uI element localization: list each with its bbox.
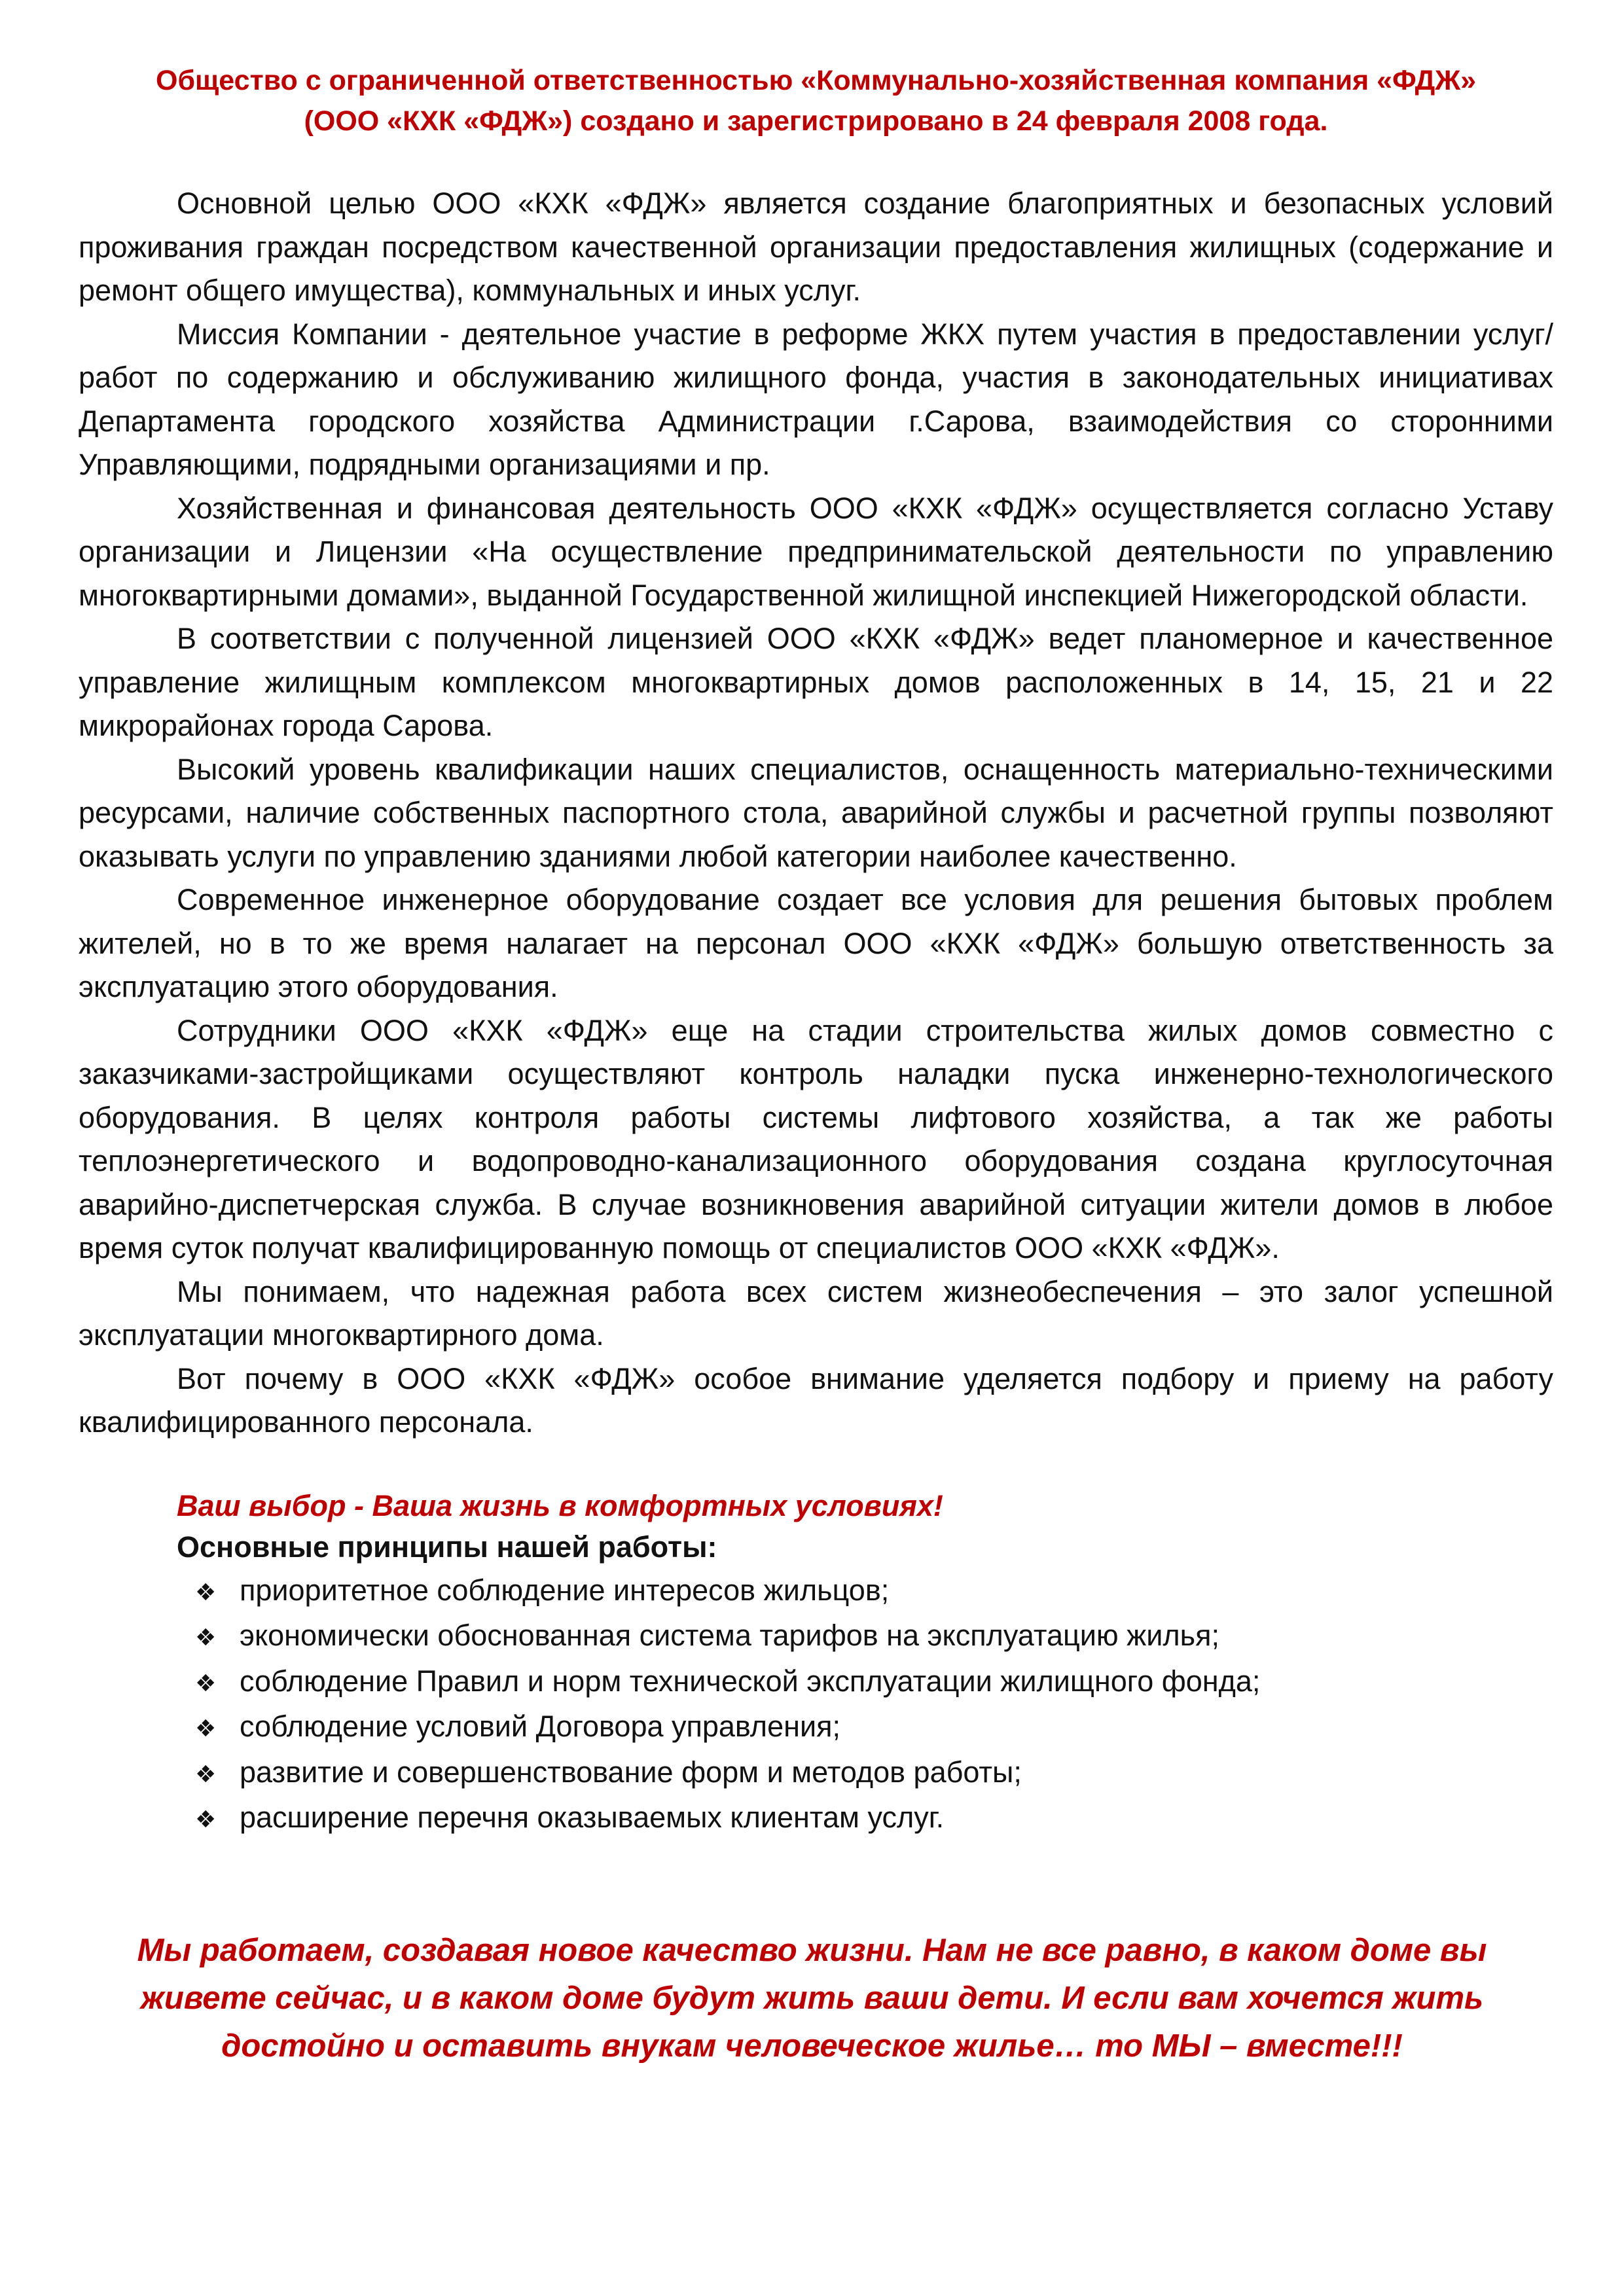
diamond-bullet-icon: ❖: [195, 1578, 217, 1605]
list-item: [195, 1569, 1553, 1615]
paragraph: Миссия Компании - деятельное участие в реформе ЖКХ путем участия в предоставлении услуг/работ по содержанию и обслуживанию жилищного фонда, участия в законодательных инициативах Департамента городского хозяйства Администрации г.Сарова, взаимодействия со сторонними Управляющими, подрядными организациями и пр.: [79, 317, 1553, 481]
list-item-text: расширение перечня оказываемых клиентам услуг.: [240, 1801, 945, 1834]
diamond-bullet-icon: ❖: [195, 1715, 217, 1742]
diamond-bullet-icon: ❖: [195, 1624, 217, 1651]
list-item: [195, 1751, 1553, 1797]
paragraph: Мы понимаем, что надежная работа всех систем жизнеобеспечения – это залог успешной эксплуатации многоквартирного дома.: [79, 1274, 1553, 1352]
heading-line: Общество с ограниченной ответственностью «Коммунально-хозяйственная компания «ФДЖ»: [156, 65, 1476, 96]
diamond-bullet-icon: ❖: [195, 1760, 217, 1787]
paragraph: Высокий уровень квалификации наших специалистов, оснащенность материально-техническими ресурсами, наличие собственных паспортного стола, аварийной службы и расчетной группы позволяют оказывать услуги по управлению зданиями любой категории наиболее качественно.: [79, 752, 1553, 873]
list-item-text: развитие и совершенствование форм и методов работы;: [240, 1755, 1022, 1789]
list-item-text: экономически обоснованная система тарифов на эксплуатацию жилья;: [240, 1619, 1219, 1652]
list-item: [195, 1705, 1553, 1751]
list-item-text: соблюдение условий Договора управления;: [240, 1710, 840, 1743]
paragraph: Вот почему в ООО «КХК «ФДЖ» особое внимание уделяется подбору и приему на работу квалифицированного персонала.: [79, 1361, 1553, 1439]
list-item: [195, 1660, 1553, 1706]
paragraph: Основной целью ООО «КХК «ФДЖ» является создание благоприятных и безопасных условий проживания граждан посредством качественной организации предоставления жилищных (содержание и ремонт общего имущества), коммунальных и иных услуг.: [79, 187, 1553, 307]
diamond-bullet-icon: ❖: [195, 1669, 217, 1696]
principles-title: Основные принципы нашей работы:: [177, 1530, 717, 1564]
document-heading: [79, 60, 1553, 141]
list-item-text: приоритетное соблюдение интересов жильцов;: [240, 1573, 890, 1607]
closing-line: достойно и оставить внукам человеческое жилье… то МЫ – вместе!!!: [221, 2028, 1403, 2064]
closing-line: живете сейчас, и в каком доме будут жить ваши дети. И если вам хочется жить: [140, 1980, 1484, 2016]
paragraph: Современное инженерное оборудование создает все условия для решения бытовых проблем жителей, но в то же время налагает на персонал ООО «КХК «ФДЖ» большую ответственность за эксплуатацию этого оборудования.: [79, 883, 1553, 1003]
list-item-text: соблюдение Правил и норм технической эксплуатации жилищного фонда;: [240, 1664, 1261, 1698]
list-item: [195, 1614, 1553, 1660]
heading-line: (ООО «КХК «ФДЖ») создано и зарегистрировано в 24 февраля 2008 года.: [304, 105, 1328, 137]
paragraph: В соответствии с полученной лицензией ООО «КХК «ФДЖ» ведет планомерное и качественное управление жилищным комплексом многоквартирных домов расположенных в 14, 15, 21 и 22 микрорайонах города Сарова.: [79, 622, 1553, 742]
paragraph: Сотрудники ООО «КХК «ФДЖ» еще на стадии строительства жилых домов совместно с заказчиками-застройщиками осуществляют контроль наладки пуска инженерно-технологического оборудования. В целях контроля работы системы лифтового хозяйства, а так же работы теплоэнергетического и водопроводно-канализационного оборудования создана круглосуточная аварийно-диспетчерская служба. В случае возникновения аварийной ситуации жители домов в любое время суток получат квалифицированную помощь от специалистов ООО «КХК «ФДЖ».: [79, 1013, 1553, 1265]
principles-list: [79, 1569, 1553, 1842]
closing-statement: [71, 1927, 1553, 2070]
paragraph: Хозяйственная и финансовая деятельность ООО «КХК «ФДЖ» осуществляется согласно Уставу организации и Лицензии «На осуществление предпринимательской деятельности по управлению многоквартирными домами», выданной Государственной жилищной инспекцией Нижегородской области.: [79, 491, 1553, 612]
slogan: Ваш выбор - Ваша жизнь в комфортных условиях!: [177, 1488, 943, 1522]
closing-line: Мы работаем, создавая новое качество жизни. Нам не все равно, в каком доме вы: [137, 1932, 1487, 1968]
diamond-bullet-icon: ❖: [195, 1806, 217, 1833]
list-item: [195, 1796, 1553, 1842]
body-text: [79, 182, 1553, 1444]
